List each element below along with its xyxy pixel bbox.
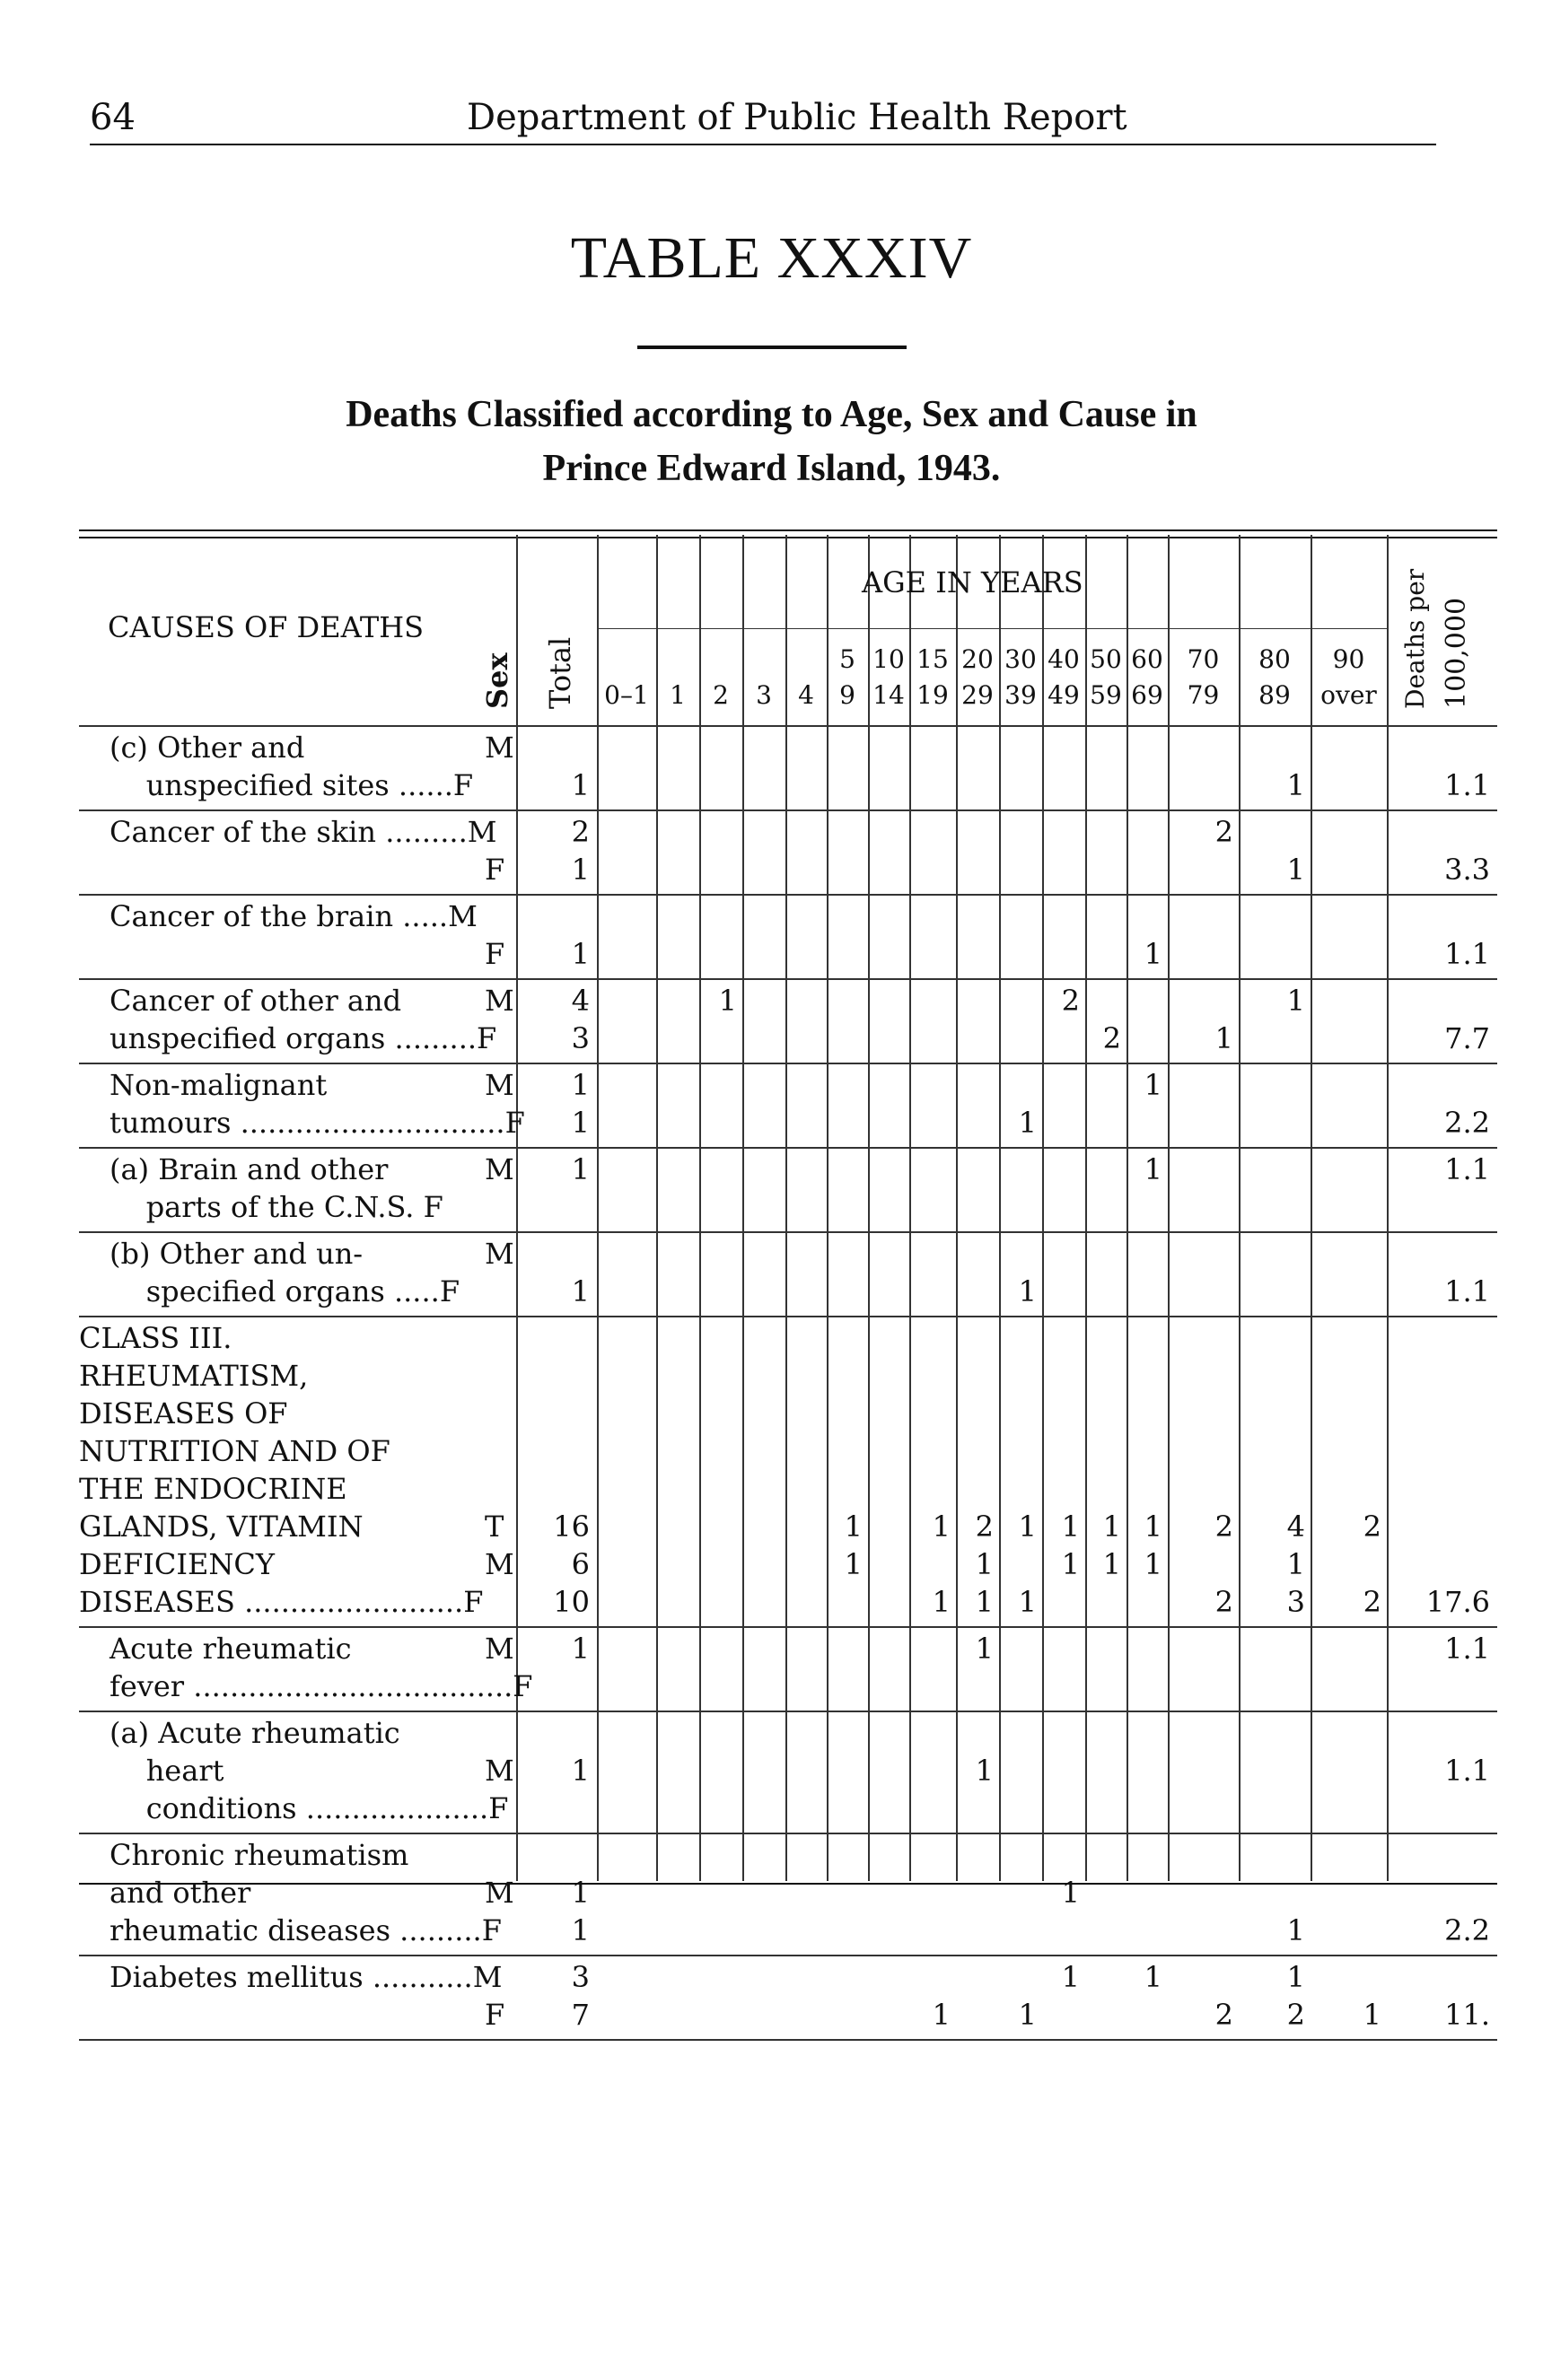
- row-7-rule: [79, 1316, 1497, 1317]
- row-5-age-value: 1: [1018, 1106, 1037, 1140]
- row-4-total: 4: [571, 984, 590, 1018]
- row2-3-total: 1: [571, 1876, 590, 1910]
- row-1-cause-label: (c) Other and: [110, 731, 305, 765]
- row2-4-rule: [79, 2039, 1497, 2041]
- class3-age-value: 2: [975, 1509, 994, 1544]
- row-2-rule: [79, 894, 1497, 896]
- rate-header-2: 100,000: [1441, 597, 1472, 709]
- class3-age-value: 1: [1144, 1547, 1162, 1581]
- row2-3-rate: 2.2: [1444, 1913, 1490, 1947]
- row2-3-age-value: 1: [1061, 1876, 1080, 1910]
- row-5-age-value: 1: [1144, 1068, 1162, 1102]
- age-header-bottom: over: [1320, 680, 1377, 710]
- age-header-bottom: 79: [1187, 680, 1220, 710]
- row-4-cause-label: unspecified organs .........F: [110, 1021, 497, 1055]
- class3-age-value: 1: [975, 1585, 994, 1619]
- row-2-cause-label: Cancer of the skin .........M: [110, 815, 497, 849]
- column-rule: [827, 535, 828, 1881]
- row-5-total: 1: [571, 1106, 590, 1140]
- class3-sex: M: [485, 1547, 514, 1581]
- class3-label: GLANDS, VITAMIN: [79, 1509, 364, 1544]
- table-title: TABLE XXXIV: [570, 225, 973, 291]
- row2-4-age-value: 1: [1363, 1998, 1381, 2032]
- row2-4-rate: 11.: [1444, 1998, 1490, 2032]
- row-1-age-value: 1: [1286, 768, 1305, 802]
- row-2-total: 1: [571, 853, 590, 887]
- row-1-rule: [79, 809, 1497, 811]
- column-rule: [999, 535, 1001, 1881]
- row-7-age-value: 1: [1018, 1274, 1037, 1308]
- class3-total: 10: [553, 1585, 590, 1619]
- age-header-top: 90: [1332, 644, 1365, 674]
- row2-2-cause-label: (a) Acute rheumatic: [110, 1716, 400, 1750]
- class3-age-value: 1: [1144, 1509, 1162, 1544]
- row2-4-age-value: 1: [1018, 1998, 1037, 2032]
- row-7-rate: 1.1: [1444, 1274, 1490, 1308]
- column-rule: [909, 535, 911, 1881]
- row2-3-total: 1: [571, 1913, 590, 1947]
- row-6-rule: [79, 1231, 1497, 1233]
- row-3-cause-label: Cancer of the brain .....M: [110, 899, 478, 933]
- class3-age-value: 1: [932, 1585, 951, 1619]
- row2-4-age-value: 1: [1286, 1960, 1305, 1994]
- column-rule: [597, 535, 599, 1881]
- row2-2-cause-label: heart: [110, 1754, 224, 1788]
- age-header-top: 50: [1090, 644, 1122, 674]
- row-5-cause-label: Non-malignant: [110, 1068, 328, 1102]
- table-subtitle-line1: Deaths Classified according to Age, Sex and Cause in: [346, 394, 1197, 435]
- row2-4-age-value: 2: [1286, 1998, 1305, 2032]
- row2-1-sex: M: [485, 1632, 514, 1666]
- class3-age-value: 2: [1214, 1585, 1233, 1619]
- column-rule: [1311, 535, 1312, 1881]
- age-header-top: 5: [839, 644, 855, 674]
- row-5-rate: 2.2: [1444, 1106, 1490, 1140]
- class3-age-value: 2: [1363, 1509, 1381, 1544]
- age-header-top: 2: [713, 680, 729, 710]
- age-header-bottom: 29: [961, 680, 994, 710]
- row-1-rate: 1.1: [1444, 768, 1490, 802]
- age-header-top: 15: [916, 644, 949, 674]
- row2-1-cause-label: fever ...................................F: [110, 1669, 533, 1703]
- row-6-cause-label: parts of the C.N.S. F: [110, 1190, 443, 1224]
- age-header-bottom: 39: [1004, 680, 1037, 710]
- row-6-age-value: 1: [1144, 1152, 1162, 1186]
- header-bottom-rule: [79, 725, 1497, 727]
- row-3-rule: [79, 978, 1497, 980]
- age-header-bottom: 49: [1048, 680, 1080, 710]
- row-7-cause-label: specified organs .....F: [110, 1274, 460, 1308]
- class3-age-value: 1: [1102, 1509, 1121, 1544]
- column-rule: [1127, 535, 1128, 1881]
- age-header-bottom: 89: [1258, 680, 1291, 710]
- row-5-cause-label: tumours .............................F: [110, 1106, 525, 1140]
- row2-2-cause-label: conditions ....................F: [110, 1791, 509, 1825]
- class3-age-value: 2: [1363, 1585, 1381, 1619]
- row-5-rule: [79, 1147, 1497, 1149]
- row-2-age-value: 1: [1286, 853, 1305, 887]
- class3-label: THE ENDOCRINE: [79, 1472, 347, 1506]
- class3-label: DEFICIENCY: [79, 1547, 275, 1581]
- class3-label: DISEASES ........................F: [79, 1585, 484, 1619]
- header-rule: [90, 144, 1436, 145]
- age-header-top: 4: [798, 680, 814, 710]
- row2-4-age-value: 1: [1061, 1960, 1080, 1994]
- age-header-top: 70: [1187, 644, 1220, 674]
- table-subtitle-line2: Prince Edward Island, 1943.: [542, 448, 1001, 489]
- row2-1-cause-label: Acute rheumatic: [110, 1632, 352, 1666]
- row2-4-age-value: 1: [932, 1998, 951, 2032]
- row-6-rate: 1.1: [1444, 1152, 1490, 1186]
- row-4-total: 3: [571, 1021, 590, 1055]
- class3-label: RHEUMATISM,: [79, 1359, 309, 1393]
- class3-total: 16: [553, 1509, 590, 1544]
- row2-3-sex: M: [485, 1876, 514, 1910]
- class3-label: NUTRITION AND OF: [79, 1434, 390, 1468]
- class3-label: CLASS III.: [79, 1321, 232, 1355]
- row-6-sex: M: [485, 1152, 514, 1186]
- row-3-rate: 1.1: [1444, 937, 1490, 971]
- row2-4-total: 7: [571, 1998, 590, 2032]
- row-3-age-value: 1: [1144, 937, 1162, 971]
- class3-rate: 17.6: [1425, 1585, 1490, 1619]
- page-number: 64: [90, 97, 136, 138]
- age-group-header: AGE IN YEARS: [862, 565, 1083, 599]
- column-rule: [699, 535, 701, 1881]
- age-header-top: 60: [1131, 644, 1163, 674]
- row-4-age-value: 1: [1214, 1021, 1233, 1055]
- row2-4-total: 3: [571, 1960, 590, 1994]
- age-header-bottom: 59: [1090, 680, 1122, 710]
- row-7-sex: M: [485, 1237, 514, 1271]
- age-header-bottom: 14: [872, 680, 905, 710]
- row2-4-cause-label: Diabetes mellitus ...........M: [110, 1960, 503, 1994]
- title-rule: [637, 346, 907, 349]
- row2-3-cause-label: Chronic rheumatism: [110, 1838, 409, 1872]
- row2-1-total: 1: [571, 1632, 590, 1666]
- row2-1-rule: [79, 1711, 1497, 1712]
- row-4-rate: 7.7: [1444, 1021, 1490, 1055]
- class3-age-value: 4: [1286, 1509, 1305, 1544]
- row2-2-total: 1: [571, 1754, 590, 1788]
- row2-4-sex: F: [485, 1998, 505, 2032]
- row-2-total: 2: [571, 815, 590, 849]
- row-1-sex: M: [485, 731, 514, 765]
- table-bottom-rule: [79, 1883, 1497, 1885]
- class3-rule: [79, 1626, 1497, 1628]
- row-5-sex: M: [485, 1068, 514, 1102]
- row2-4-age-value: 1: [1144, 1960, 1162, 1994]
- class3-age-value: 1: [932, 1509, 951, 1544]
- class3-age-value: 1: [1018, 1585, 1037, 1619]
- column-rule: [1042, 535, 1044, 1881]
- page-header: [90, 90, 1436, 144]
- class3-age-value: 1: [1286, 1547, 1305, 1581]
- row-4-cause-label: Cancer of other and: [110, 984, 402, 1018]
- row-4-sex: M: [485, 984, 514, 1018]
- table-top-rule: [79, 529, 1497, 531]
- rate-header: Deaths per: [1400, 568, 1430, 709]
- sex-header: Sex: [480, 652, 514, 709]
- column-rule: [785, 535, 787, 1881]
- column-rule: [1168, 535, 1170, 1881]
- row-4-age-value: 2: [1102, 1021, 1121, 1055]
- row-2-age-value: 2: [1214, 815, 1233, 849]
- class3-age-value: 1: [1061, 1547, 1080, 1581]
- column-rule: [1085, 535, 1087, 1881]
- age-header-top: 1: [670, 680, 686, 710]
- row-4-age-value: 2: [1061, 984, 1080, 1018]
- age-header-top: 80: [1258, 644, 1291, 674]
- row-2-rate: 3.3: [1444, 853, 1490, 887]
- age-header-top: 10: [872, 644, 905, 674]
- column-rule: [1387, 535, 1389, 1881]
- age-header-top: 0–1: [604, 680, 649, 710]
- age-header-top: 3: [756, 680, 772, 710]
- class3-age-value: 1: [1061, 1509, 1080, 1544]
- age-header-top: 30: [1004, 644, 1037, 674]
- row2-3-cause-label: and other: [110, 1876, 251, 1910]
- class3-sex: T: [485, 1509, 504, 1544]
- row2-3-age-value: 1: [1286, 1913, 1305, 1947]
- row-1-total: 1: [571, 768, 590, 802]
- age-header-bottom: 9: [839, 680, 855, 710]
- row-3-sex: F: [485, 937, 505, 971]
- running-title: Department of Public Health Report: [467, 97, 1127, 138]
- column-rule: [1239, 535, 1241, 1881]
- column-rule: [868, 535, 870, 1881]
- row2-2-age-value: 1: [975, 1754, 994, 1788]
- row-5-total: 1: [571, 1068, 590, 1102]
- age-header-bottom: 19: [916, 680, 949, 710]
- age-header-bottom: 69: [1131, 680, 1163, 710]
- row-7-cause-label: (b) Other and un-: [110, 1237, 364, 1271]
- age-group-rule: [597, 628, 1387, 629]
- column-rule: [742, 535, 744, 1881]
- class3-age-value: 1: [1018, 1509, 1037, 1544]
- row2-4-age-value: 2: [1214, 1998, 1233, 2032]
- age-header-top: 40: [1048, 644, 1080, 674]
- class3-age-value: 2: [1214, 1509, 1233, 1544]
- row-4-age-value: 1: [718, 984, 737, 1018]
- row2-1-age-value: 1: [975, 1632, 994, 1666]
- row2-3-cause-label: rheumatic diseases .........F: [110, 1913, 502, 1947]
- row-1-cause-label: unspecified sites ......F: [110, 768, 474, 802]
- class3-total: 6: [571, 1547, 590, 1581]
- column-rule: [956, 535, 958, 1881]
- class3-age-value: 1: [844, 1547, 863, 1581]
- class3-age-value: 1: [844, 1509, 863, 1544]
- row2-1-rate: 1.1: [1444, 1632, 1490, 1666]
- class3-label: DISEASES OF: [79, 1396, 288, 1431]
- age-header-top: 20: [961, 644, 994, 674]
- row-2-sex: F: [485, 853, 505, 887]
- class3-age-value: 1: [975, 1547, 994, 1581]
- row-6-cause-label: (a) Brain and other: [110, 1152, 389, 1186]
- total-header: Total: [543, 636, 577, 709]
- row-3-total: 1: [571, 937, 590, 971]
- row-7-total: 1: [571, 1274, 590, 1308]
- row2-3-rule: [79, 1955, 1497, 1956]
- row2-2-rate: 1.1: [1444, 1754, 1490, 1788]
- column-rule: [656, 535, 658, 1881]
- row-6-total: 1: [571, 1152, 590, 1186]
- row2-2-rule: [79, 1833, 1497, 1834]
- row-4-age-value: 1: [1286, 984, 1305, 1018]
- class3-age-value: 1: [1102, 1547, 1121, 1581]
- row-4-rule: [79, 1063, 1497, 1064]
- table-top-rule-2: [79, 537, 1497, 538]
- causes-header: CAUSES OF DEATHS: [108, 610, 425, 644]
- row2-2-sex: M: [485, 1754, 514, 1788]
- class3-age-value: 3: [1286, 1585, 1305, 1619]
